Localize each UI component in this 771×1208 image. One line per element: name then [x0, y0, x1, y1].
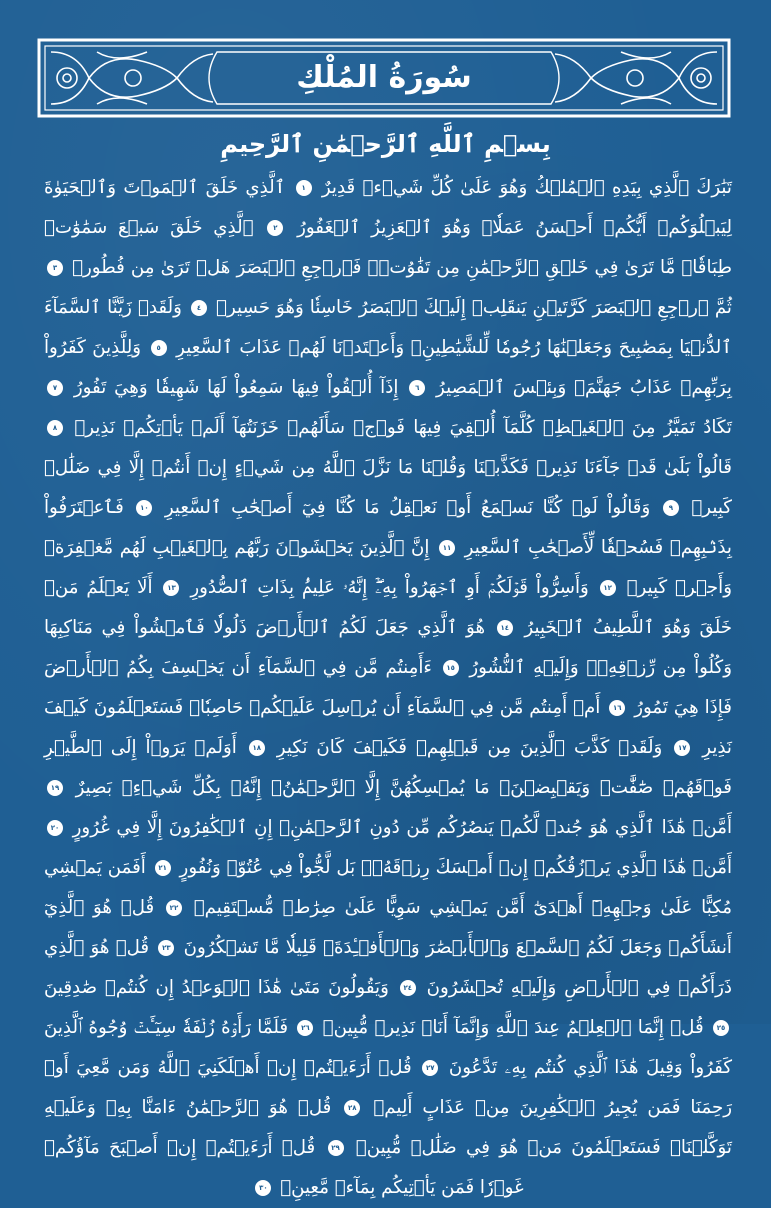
- ayah-text: ٱلَّذِي خَلَقَ ٱلۡمَوۡتَ وَٱلۡحَيَوٰةَ لِيَبۡلُوَكُمۡ أَيُّكُمۡ أَحۡسَنُ عَمَلٗاۚ وَهُوَ ٱلۡعَزِيزُ ٱلۡغَفُورُ: [44, 177, 732, 238]
- ayah-number-marker: ٢٢: [166, 900, 182, 916]
- ayah-number-marker: ٢٦: [297, 1020, 313, 1036]
- ayah-text: أَمَّنۡ هَٰذَا ٱلَّذِي يَرۡزُقُكُمۡ إِنۡ أَمۡسَكَ رِزۡقَهُۥۚ بَل لَّجُّواْ فِي عُتُوّٖ وَنُفُورٍ: [173, 857, 732, 878]
- ayah-number-marker: ٢: [267, 220, 283, 236]
- ayah-number-marker: ١١: [439, 540, 455, 556]
- ayah-text: هُوَ ٱلَّذِي جَعَلَ لَكُمُ ٱلۡأَرۡضَ ذَلُولٗا فَٱمۡشُواْ فِي مَنَاكِبِهَا وَكُلُواْ مِن رِّزۡقِهِۦۖ وَإِلَيۡهِ ٱلنُّشُورُ: [44, 617, 732, 678]
- surah-header-frame: [37, 38, 731, 118]
- basmala: بِسۡمِ ٱللَّهِ ٱلرَّحۡمَٰنِ ٱلرَّحِيمِ: [220, 130, 551, 158]
- ayah-number-marker: ٢٤: [400, 980, 416, 996]
- surah-title: سُورَةُ المُلْكِ: [296, 59, 472, 95]
- ayah-number-marker: ١: [296, 180, 312, 196]
- ayah-number-marker: ١٦: [609, 700, 625, 716]
- ayah-text: وَأَسِرُّواْ قَوۡلَكُمۡ أَوِ ٱجۡهَرُواْ بِهِۦٓۖ إِنَّهُۥ عَلِيمُۢ بِذَاتِ ٱلصُّدُورِ: [182, 577, 589, 598]
- ayah-number-marker: ٣٠: [255, 1180, 271, 1196]
- ayah-number-marker: ٧: [47, 380, 63, 396]
- ayah-text: ثُمَّ ٱرۡجِعِ ٱلۡبَصَرَ كَرَّتَيۡنِ يَنقَلِبۡ إِلَيۡكَ ٱلۡبَصَرُ خَاسِئٗا وَهُوَ حَسِيرٞ: [210, 297, 732, 318]
- ayah-number-marker: ١٩: [47, 780, 63, 796]
- ayah-text: فَلَمَّا رَأَوۡهُ زُلۡفَةٗ سِيٓـَٔتۡ وُجُوهُ ٱلَّذِينَ كَفَرُواْ وَقِيلَ هَٰذَا ٱلَّذِي كُنتُم بِهِۦ تَدَّعُونَ: [44, 1017, 733, 1078]
- ayah-number-marker: ٥: [151, 340, 167, 356]
- ayah-text: إِنَّ ٱلَّذِينَ يَخۡشَوۡنَ رَبَّهُم بِٱلۡغَيۡبِ لَهُم مَّغۡفِرَةٞ وَأَجۡرٞ كَبِيرٞ: [44, 537, 732, 598]
- ayah-text: قُلۡ أَرَءَيۡتُمۡ إِنۡ أَهۡلَكَنِيَ ٱللَّهُ وَمَن مَّعِيَ أَوۡ رَحِمَنَا فَمَن يُجِيرُ ٱلۡكَٰفِرِينَ مِنۡ عَذَابٍ أَلِيمٖ: [44, 1057, 732, 1118]
- ayah-text: قُلۡ هُوَ ٱلَّذِي ذَرَأَكُمۡ فِي ٱلۡأَرۡضِ وَإِلَيۡهِ تُحۡشَرُونَ: [44, 937, 732, 998]
- ayah-text: أَوَلَمۡ يَرَوۡاْ إِلَى ٱلطَّيۡرِ فَوۡقَهُمۡ صَٰٓفَّٰتٖ وَيَقۡبِضۡنَۚ مَا يُمۡسِكُهُنَّ إِلَّا ٱلرَّحۡمَٰنُۚ إِنَّهُۥ بِكُلِّ شَيۡءِۭ بَصِيرٌ: [44, 737, 732, 798]
- ayah-number-marker: ١٢: [600, 580, 616, 596]
- ayah-number-marker: ٢٧: [422, 1060, 438, 1076]
- ayah-text: إِذَآ أُلۡقُواْ فِيهَا سَمِعُواْ لَهَا شَهِيقٗا وَهِيَ تَفُورُ: [66, 377, 399, 398]
- ayah-text: أَفَمَن يَمۡشِي مُكِبًّا عَلَىٰ وَجۡهِهِۦٓ أَهۡدَىٰٓ أَمَّن يَمۡشِي سَوِيًّا عَلَىٰ صِرَٰطٖ مُّسۡتَقِيمٖ: [44, 857, 732, 918]
- ayah-text: قُلۡ هُوَ ٱلَّذِيٓ أَنشَأَكُمۡ وَجَعَلَ لَكُمُ ٱلسَّمۡعَ وَٱلۡأَبۡصَٰرَ وَٱلۡأَفۡـِٔدَةَۚ قَلِيلٗا مَّا تَشۡكُرُونَ: [44, 897, 732, 958]
- ayah-text: تَكَادُ تَمَيَّزُ مِنَ ٱلۡغَيۡظِۖ كُلَّمَآ أُلۡقِيَ فِيهَا فَوۡجٞ سَأَلَهُمۡ خَزَنَتُهَآ أَلَمۡ يَأۡتِكُمۡ نَذِيرٞ: [66, 417, 732, 438]
- ayah-number-marker: ٢٩: [328, 1140, 344, 1156]
- ayah-number-marker: ٦: [409, 380, 425, 396]
- ayah-text: قُلۡ إِنَّمَا ٱلۡعِلۡمُ عِندَ ٱللَّهِ وَإِنَّمَآ أَنَا۠ نَذِيرٞ مُّبِينٞ: [316, 1017, 704, 1038]
- ayah-text: تَبَٰرَكَ ٱلَّذِي بِيَدِهِ ٱلۡمُلۡكُ وَهُوَ عَلَىٰ كُلِّ شَيۡءٖ قَدِيرٌ: [314, 177, 732, 198]
- ayah-number-marker: ٢٠: [47, 820, 63, 836]
- ayah-number-marker: ١٨: [249, 740, 265, 756]
- ayah-number-marker: ٣: [47, 260, 63, 276]
- ayah-text: وَيَقُولُونَ مَتَىٰ هَٰذَا ٱلۡوَعۡدُ إِن كُنتُمۡ صَٰدِقِينَ: [44, 977, 389, 998]
- ayah-number-marker: ١٧: [674, 740, 690, 756]
- ayah-text: أَمَّنۡ هَٰذَا ٱلَّذِي هُوَ جُندٞ لَّكُمۡ يَنصُرُكُم مِّن دُونِ ٱلرَّحۡمَٰنِۚ إِنِ ٱلۡكَٰفِرُونَ إِلَّا فِي غُرُورٍ: [66, 817, 732, 838]
- ayah-number-marker: ٨: [47, 420, 63, 436]
- ayah-number-marker: ١٤: [497, 620, 513, 636]
- ayah-number-marker: ٤: [191, 300, 207, 316]
- ayah-text: وَلِلَّذِينَ كَفَرُواْ بِرَبِّهِمۡ عَذَابُ جَهَنَّمَۖ وَبِئۡسَ ٱلۡمَصِيرُ: [44, 337, 732, 398]
- ayah-text: فَٱعۡتَرَفُواْ بِذَنۢبِهِمۡ فَسُحۡقٗا لِّأَصۡحَٰبِ ٱلسَّعِيرِ: [44, 497, 732, 558]
- ayah-text: ٱلَّذِي خَلَقَ سَبۡعَ سَمَٰوَٰتٖ طِبَاقٗاۖ مَّا تَرَىٰ فِي خَلۡقِ ٱلرَّحۡمَٰنِ مِن تَفَٰوُتٖۖ فَٱرۡجِعِ ٱلۡبَصَرَ هَلۡ تَرَىٰ مِن فُطُورٖ: [44, 217, 732, 278]
- ayah-text: قُلۡ هُوَ ٱلرَّحۡمَٰنُ ءَامَنَّا بِهِۦ وَعَلَيۡهِ تَوَكَّلۡنَاۖ فَسَتَعۡلَمُونَ مَنۡ هُوَ فِي ضَلَٰلٖ مُّبِينٖ: [44, 1097, 732, 1158]
- ayah-text: وَلَقَدۡ زَيَّنَّا ٱلسَّمَآءَ ٱلدُّنۡيَا بِمَصَٰبِيحَ وَجَعَلۡنَٰهَا رُجُومٗا لِّلشَّيَٰطِينِۖ وَأَعۡتَدۡنَا لَهُمۡ عَذَابَ ٱلسَّعِيرِ: [44, 297, 732, 358]
- ayah-number-marker: ١٥: [443, 660, 459, 676]
- ayat-text-block: [44, 168, 733, 1198]
- ayah-number-marker: ١٣: [163, 580, 179, 596]
- ayah-text: قُلۡ أَرَءَيۡتُمۡ إِنۡ أَصۡبَحَ مَآؤُكُمۡ غَوۡرٗا فَمَن يَأۡتِيكُم بِمَآءٖ مَّعِينِۭ: [44, 1137, 524, 1198]
- ayah-number-marker: ٢٣: [158, 940, 174, 956]
- ayah-number-marker: ٢٨: [344, 1100, 360, 1116]
- ayah-number-marker: ١٠: [136, 500, 152, 516]
- ayah-text: ءَأَمِنتُم مَّن فِي ٱلسَّمَآءِ أَن يَخۡسِفَ بِكُمُ ٱلۡأَرۡضَ فَإِذَا هِيَ تَمُورُ: [44, 657, 732, 718]
- ayah-text: أَلَا يَعۡلَمُ مَنۡ خَلَقَ وَهُوَ ٱللَّطِيفُ ٱلۡخَبِيرُ: [44, 577, 732, 638]
- ayah-number-marker: ٩: [663, 500, 679, 516]
- ayah-number-marker: ٢٥: [713, 1020, 729, 1036]
- ayah-number-marker: ٢١: [155, 860, 171, 876]
- ayah-text: وَلَقَدۡ كَذَّبَ ٱلَّذِينَ مِن قَبۡلِهِمۡ فَكَيۡفَ كَانَ نَكِيرِ: [267, 737, 663, 758]
- ayah-text: قَالُواْ بَلَىٰ قَدۡ جَآءَنَا نَذِيرٞ فَكَذَّبۡنَا وَقُلۡنَا مَا نَزَّلَ ٱللَّهُ مِن شَيۡءٍ إِنۡ أَنتُمۡ إِلَّا فِي ضَلَٰلٖ كَبِيرٖ: [44, 457, 732, 518]
- ayah-text: أَمۡ أَمِنتُم مَّن فِي ٱلسَّمَآءِ أَن يُرۡسِلَ عَلَيۡكُمۡ حَاصِبٗاۖ فَسَتَعۡلَمُونَ كَيۡفَ نَذِيرِ: [44, 697, 732, 758]
- ayah-text: وَقَالُواْ لَوۡ كُنَّا نَسۡمَعُ أَوۡ نَعۡقِلُ مَا كُنَّا فِيٓ أَصۡحَٰبِ ٱلسَّعِيرِ: [155, 497, 651, 518]
